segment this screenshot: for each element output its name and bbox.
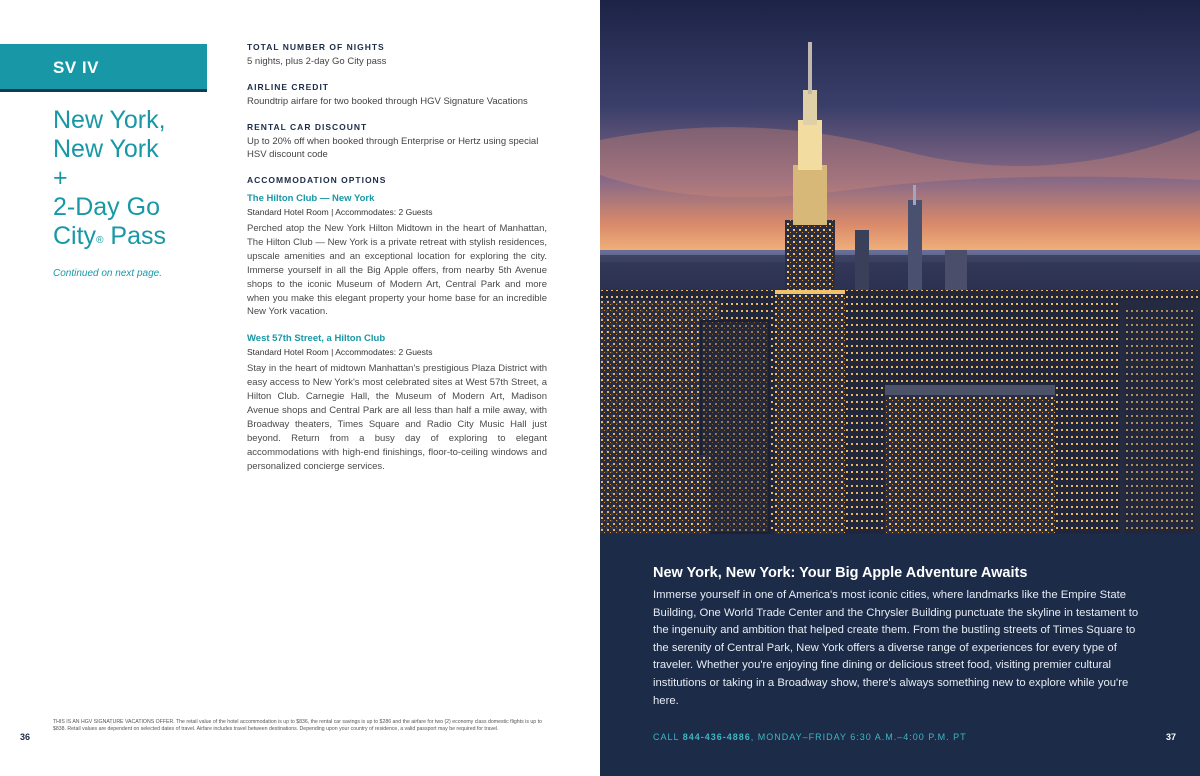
sv-tab bbox=[0, 44, 207, 92]
nights-label: TOTAL NUMBER OF NIGHTS bbox=[247, 42, 385, 52]
skyline-illustration bbox=[600, 0, 1200, 534]
title-line-1: New York, bbox=[53, 106, 166, 134]
accommodation-label: ACCOMMODATION OPTIONS bbox=[247, 175, 387, 185]
title-pass: Pass bbox=[110, 222, 166, 250]
nights-value: 5 nights, plus 2-day Go City pass bbox=[247, 56, 387, 67]
accommodation-section bbox=[247, 175, 547, 474]
package-title bbox=[53, 106, 203, 251]
call-hours: , MONDAY–FRIDAY 6:30 A.M.–4:00 P.M. PT bbox=[750, 732, 967, 742]
nights-section bbox=[247, 42, 547, 68]
airline-label: AIRLINE CREDIT bbox=[247, 82, 329, 92]
hotel-2-name: West 57th Street, a Hilton Club bbox=[247, 333, 386, 345]
package-details bbox=[247, 42, 547, 488]
title-line-2: New York bbox=[53, 135, 159, 163]
destination-description: Immerse yourself in one of America's most iconic cities, where landmarks like the Empire State Building, One World Trade Center and the Chrysler Building punctuate the skyline in testament to the ingenuity and ambition that helped create them. From the bustling streets of Times Square to the serenity of Central Park, New York offers a diverse range of experiences for every type of traveler. Whether you're enjoying fine dining or delicious street food, visiting premier cultural institutions or taking in a Broadway show, there's always something new to explore while you're here. bbox=[653, 589, 1139, 707]
airline-section bbox=[247, 82, 547, 108]
rental-value: Up to 20% off when booked through Enterprise or Hertz using special HSV discount code bbox=[247, 136, 539, 160]
title-city: City bbox=[53, 222, 97, 250]
title-line-4: 2-Day Go bbox=[53, 193, 160, 221]
rental-label: RENTAL CAR DISCOUNT bbox=[247, 122, 368, 132]
hotel-1-room: Standard Hotel Room | Accommodates: 2 Guests bbox=[247, 207, 433, 217]
right-page bbox=[600, 0, 1200, 776]
hotel-2-room: Standard Hotel Room | Accommodates: 2 Guests bbox=[247, 347, 433, 358]
call-line bbox=[653, 732, 967, 742]
hotel-2-description: Stay in the heart of midtown Manhattan's prestigious Plaza District with easy access to New York's most celebrated sites at West 57th Street, a Hilton Club. Carnegie Hall, the Museum of Modern Art, Madison Avenue shops and Central Park are all less than half a mile away, with Broadway theaters, Times Square and Radio City Music Hall just beyond. Return from a busy day of exploring to elegant accommodations with high-end finishings, floor-to-ceiling windows and personalized concierge services. bbox=[247, 363, 547, 472]
title-line-5 bbox=[53, 222, 203, 251]
airline-value: Roundtrip airfare for two booked through HGV Signature Vacations bbox=[247, 96, 528, 107]
page-number-right: 37 bbox=[1166, 732, 1177, 742]
skyline-photo bbox=[600, 0, 1200, 534]
page-number-left: 36 bbox=[20, 732, 31, 742]
continued-note: Continued on next page. bbox=[53, 268, 162, 279]
legal-footnote: THIS IS AN HGV SIGNATURE VACATIONS OFFER. The retail value of the hotel accommodation is up to $836, the rental car savings is up to $286 and the airfare for two (2) economy class domestic flights is up to $838. Retail values are dependent on selected dates of travel. Airfare includes travel between destinations. Depending upon your country of residence, a valid passport may be required for travel. bbox=[53, 719, 542, 732]
title-line-3: + bbox=[53, 164, 68, 192]
hotel-1-description: Perched atop the New York Hilton Midtown in the heart of Manhattan, The Hilton Club — New York is a private retreat with stylish residences, upscale amenities and an exceptional location for exploring the city. Immerse yourself in all the Big Apple offers, from nearby 5th Avenue shops to the iconic Museum of Modern Art, Central Park and more when you make this elegant property your home base for an incredible New York vacation. bbox=[247, 223, 547, 318]
rental-section bbox=[247, 122, 547, 161]
hotel-1-name: The Hilton Club — New York bbox=[247, 193, 375, 204]
phone-number[interactable]: 844-436-4886 bbox=[682, 732, 751, 742]
sv-tab-label: SV IV bbox=[53, 58, 99, 77]
call-prefix: CALL bbox=[653, 732, 683, 742]
destination-heading: New York, New York: Your Big Apple Adventure Awaits bbox=[653, 565, 1028, 581]
registered-mark: ® bbox=[96, 235, 104, 246]
